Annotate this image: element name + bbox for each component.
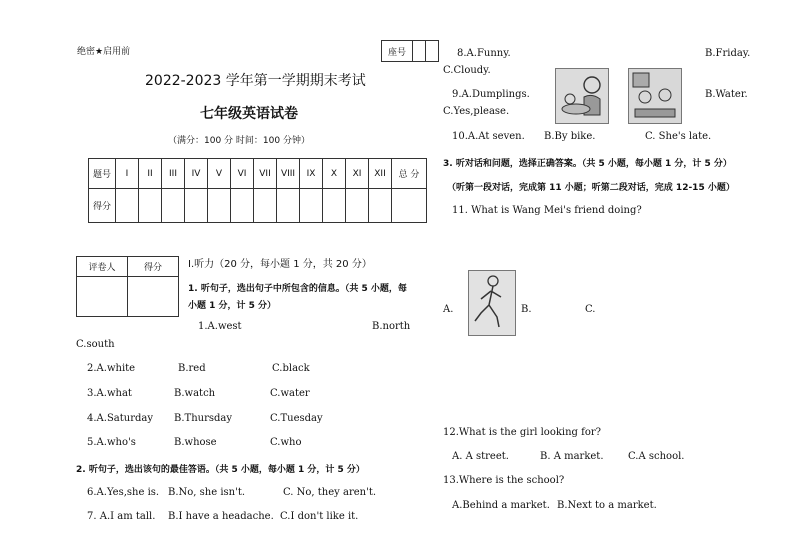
score-table-col-header: VII bbox=[254, 159, 277, 189]
score-cell[interactable] bbox=[254, 189, 277, 223]
part1-instruction-cont: 小题 1 分，计 5 分） bbox=[188, 301, 277, 311]
q12-option-b: B. A market. bbox=[540, 451, 604, 462]
q2-option-c: C.black bbox=[272, 363, 310, 374]
score-table-col-header: XII bbox=[369, 159, 392, 189]
score-table-row2-label: 得分 bbox=[89, 189, 116, 223]
q7-option-a: 7. A.I am tall. bbox=[87, 511, 156, 522]
part3-instruction: 3. 听对话和问题，选择正确答案。（共 5 小题，每小题 1 分，计 5 分） bbox=[443, 159, 732, 169]
score-cell[interactable] bbox=[185, 189, 208, 223]
q3-option-b: B.watch bbox=[174, 388, 216, 399]
family-picture bbox=[628, 68, 682, 124]
q2-option-b: B.red bbox=[178, 363, 206, 374]
q7-option-c: C.I don't like it. bbox=[280, 511, 359, 522]
score-table-col-header: I bbox=[116, 159, 139, 189]
score-cell[interactable] bbox=[139, 189, 162, 223]
score-cell[interactable] bbox=[323, 189, 346, 223]
score-cell[interactable] bbox=[162, 189, 185, 223]
q13-option-a: A.Behind a market. bbox=[452, 500, 550, 511]
q2-option-a: 2.A.white bbox=[87, 363, 136, 374]
q4-option-b: B.Thursday bbox=[174, 413, 233, 424]
q9-option-a: 9.A.Dumplings. bbox=[452, 89, 530, 100]
q8-option-b: B.Friday. bbox=[705, 48, 751, 59]
score-cell[interactable] bbox=[231, 189, 254, 223]
score-table-col-header: 总 分 bbox=[392, 159, 427, 189]
q1-option-b: B.north bbox=[372, 321, 411, 332]
q1-option-a: 1.A.west bbox=[198, 321, 242, 332]
q3-option-a: 3.A.what bbox=[87, 388, 132, 399]
part2-instruction: 2. 听句子，选出该句的最佳答语。（共 5 小题，每小题 1 分，计 5 分） bbox=[76, 465, 365, 475]
exam-title: 2022-2023 学年第一学期期末考试 bbox=[145, 73, 366, 89]
q4-option-a: 4.A.Saturday bbox=[87, 413, 154, 424]
q7-option-b: B.I have a headache. bbox=[168, 511, 274, 522]
seat-number-box bbox=[381, 40, 439, 62]
q13-option-b: B.Next to a market. bbox=[557, 500, 657, 511]
score-cell[interactable] bbox=[369, 189, 392, 223]
running-boy-icon bbox=[469, 271, 515, 335]
q6-option-b: B.No, she isn't. bbox=[168, 487, 246, 498]
score-table-col-header: VI bbox=[231, 159, 254, 189]
reviewer-cell[interactable] bbox=[77, 277, 128, 317]
q11-option-c: C. bbox=[585, 304, 596, 315]
seat-cell-2[interactable] bbox=[426, 41, 439, 62]
dinner-picture bbox=[555, 68, 609, 124]
q9-option-b: B.Water. bbox=[705, 89, 748, 100]
score-table-col-header: III bbox=[162, 159, 185, 189]
seat-cell-1[interactable] bbox=[413, 41, 426, 62]
q8-option-a: 8.A.Funny. bbox=[457, 48, 511, 59]
section1-heading: Ⅰ.听力（20 分，每小题 1 分，共 20 分） bbox=[188, 259, 372, 270]
score-table-row1-label: 题号 bbox=[89, 159, 116, 189]
q6-option-c: C. No, they aren't. bbox=[283, 487, 377, 498]
q13-question: 13.Where is the school? bbox=[443, 475, 565, 486]
exam-subtitle: 七年级英语试卷 bbox=[200, 106, 298, 122]
q5-option-a: 5.A.who's bbox=[87, 437, 136, 448]
grader-score-cell[interactable] bbox=[128, 277, 179, 317]
family-illustration-icon bbox=[629, 69, 681, 123]
confidential-mark: 绝密★启用前 bbox=[77, 47, 131, 57]
score-table bbox=[88, 158, 427, 223]
score-cell[interactable] bbox=[208, 189, 231, 223]
score-table-col-header: V bbox=[208, 159, 231, 189]
score-cell[interactable] bbox=[116, 189, 139, 223]
q5-option-b: B.whose bbox=[174, 437, 217, 448]
q3-option-c: C.water bbox=[270, 388, 310, 399]
score-table-col-header: IV bbox=[185, 159, 208, 189]
q11-option-a: A. bbox=[443, 304, 454, 315]
q10-option-b: B.By bike. bbox=[544, 131, 596, 142]
score-cell[interactable] bbox=[392, 189, 427, 223]
score-table-col-header: XI bbox=[346, 159, 369, 189]
score-table-col-header: X bbox=[323, 159, 346, 189]
score-table-col-header: VIII bbox=[277, 159, 300, 189]
score-cell[interactable] bbox=[300, 189, 323, 223]
exam-meta: （满分：100 分 时间：100 分钟） bbox=[168, 136, 310, 146]
q12-option-a: A. A street. bbox=[452, 451, 509, 462]
q11-question: 11. What is Wang Mei's friend doing? bbox=[452, 205, 642, 216]
q5-option-c: C.who bbox=[270, 437, 302, 448]
grader-box bbox=[76, 256, 179, 317]
q8-option-c: C.Cloudy. bbox=[443, 65, 491, 76]
part3-note: （听第一段对话，完成第 11 小题；听第二段对话，完成 12-15 小题） bbox=[447, 183, 735, 193]
q9-option-c: C.Yes,please. bbox=[443, 106, 510, 117]
q12-option-c: C.A school. bbox=[628, 451, 685, 462]
score-table-col-header: II bbox=[139, 159, 162, 189]
dinner-illustration-icon bbox=[556, 69, 608, 123]
running-boy-picture bbox=[468, 270, 516, 336]
reviewer-label: 评卷人 bbox=[77, 257, 128, 277]
q10-option-c: C. She's late. bbox=[645, 131, 712, 142]
score-cell[interactable] bbox=[346, 189, 369, 223]
q12-question: 12.What is the girl looking for? bbox=[443, 427, 601, 438]
q1-option-c: C.south bbox=[76, 339, 115, 350]
seat-label: 座号 bbox=[382, 41, 413, 62]
q10-option-a: 10.A.At seven. bbox=[452, 131, 525, 142]
grader-score-label: 得分 bbox=[128, 257, 179, 277]
part1-instruction: 1. 听句子，选出句子中所包含的信息。（共 5 小题，每 bbox=[188, 284, 407, 294]
score-table-col-header: IX bbox=[300, 159, 323, 189]
q11-option-b: B. bbox=[521, 304, 532, 315]
score-cell[interactable] bbox=[277, 189, 300, 223]
q4-option-c: C.Tuesday bbox=[270, 413, 323, 424]
q6-option-a: 6.A.Yes,she is. bbox=[87, 487, 160, 498]
